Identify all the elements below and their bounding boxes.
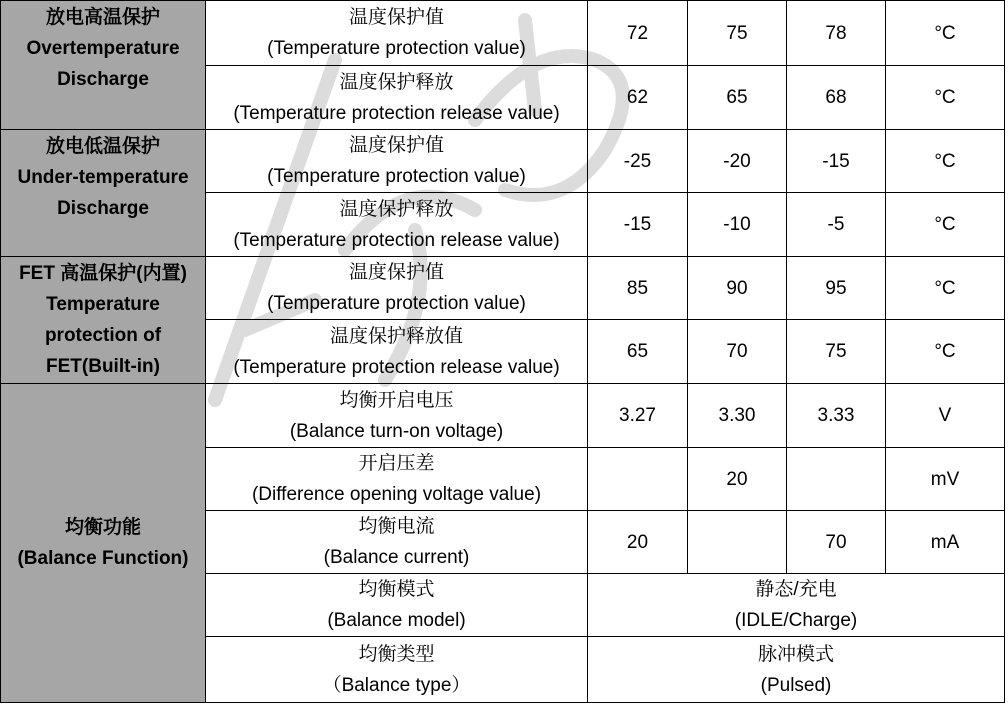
param-cell: 温度保护释放 (Temperature protection release value): [206, 66, 588, 130]
unit-value: mV: [886, 448, 1005, 511]
max-value: -15: [787, 130, 886, 193]
unit-value: °C: [886, 193, 1005, 257]
min-value: [588, 448, 688, 511]
max-value: 78: [787, 1, 886, 66]
max-value: -5: [787, 193, 886, 257]
typ-value: 70: [688, 320, 787, 384]
param-cell: 均衡模式 (Balance model): [206, 574, 588, 637]
merged-value: 静态/充电 (IDLE/Charge): [588, 574, 1005, 637]
category-overtemp: 放电高温保护 Overtemperature Discharge: [1, 1, 206, 130]
param-cell: 均衡开启电压 (Balance turn-on voltage): [206, 384, 588, 448]
category-undertemp: 放电低温保护 Under-temperature Discharge: [1, 130, 206, 257]
typ-value: 20: [688, 448, 787, 511]
category-fet: FET 高温保护(内置) Temperature protection of FET(Built-in): [1, 257, 206, 384]
unit-value: °C: [886, 130, 1005, 193]
max-value: 70: [787, 511, 886, 574]
category-balance: 均衡功能 (Balance Function): [1, 384, 206, 703]
max-value: 75: [787, 320, 886, 384]
min-value: 65: [588, 320, 688, 384]
unit-value: °C: [886, 320, 1005, 384]
max-value: 3.33: [787, 384, 886, 448]
typ-value: -20: [688, 130, 787, 193]
typ-value: 65: [688, 66, 787, 130]
typ-value: 90: [688, 257, 787, 320]
param-cell: 温度保护释放 (Temperature protection release value): [206, 193, 588, 257]
min-value: 85: [588, 257, 688, 320]
typ-value: 75: [688, 1, 787, 66]
min-value: 62: [588, 66, 688, 130]
param-cell: 均衡类型 （Balance type）: [206, 637, 588, 703]
min-value: 3.27: [588, 384, 688, 448]
table-row: [1, 384, 1005, 448]
max-value: [787, 448, 886, 511]
unit-value: °C: [886, 66, 1005, 130]
unit-value: mA: [886, 511, 1005, 574]
param-cell: 温度保护值 (Temperature protection value): [206, 1, 588, 66]
max-value: 95: [787, 257, 886, 320]
param-cell: 温度保护值 (Temperature protection value): [206, 257, 588, 320]
unit-value: °C: [886, 1, 1005, 66]
table-row: [1, 1, 1005, 66]
param-cell: 开启压差 (Difference opening voltage value): [206, 448, 588, 511]
min-value: -15: [588, 193, 688, 257]
unit-value: V: [886, 384, 1005, 448]
param-cell: 温度保护释放值 (Temperature protection release value): [206, 320, 588, 384]
min-value: -25: [588, 130, 688, 193]
typ-value: 3.30: [688, 384, 787, 448]
table-row: [1, 130, 1005, 193]
param-cell: 均衡电流 (Balance current): [206, 511, 588, 574]
min-value: 72: [588, 1, 688, 66]
typ-value: -10: [688, 193, 787, 257]
typ-value: [688, 511, 787, 574]
param-cell: 温度保护值 (Temperature protection value): [206, 130, 588, 193]
min-value: 20: [588, 511, 688, 574]
unit-value: °C: [886, 257, 1005, 320]
max-value: 68: [787, 66, 886, 130]
table-row: [1, 257, 1005, 320]
merged-value: 脉冲模式 (Pulsed): [588, 637, 1005, 703]
